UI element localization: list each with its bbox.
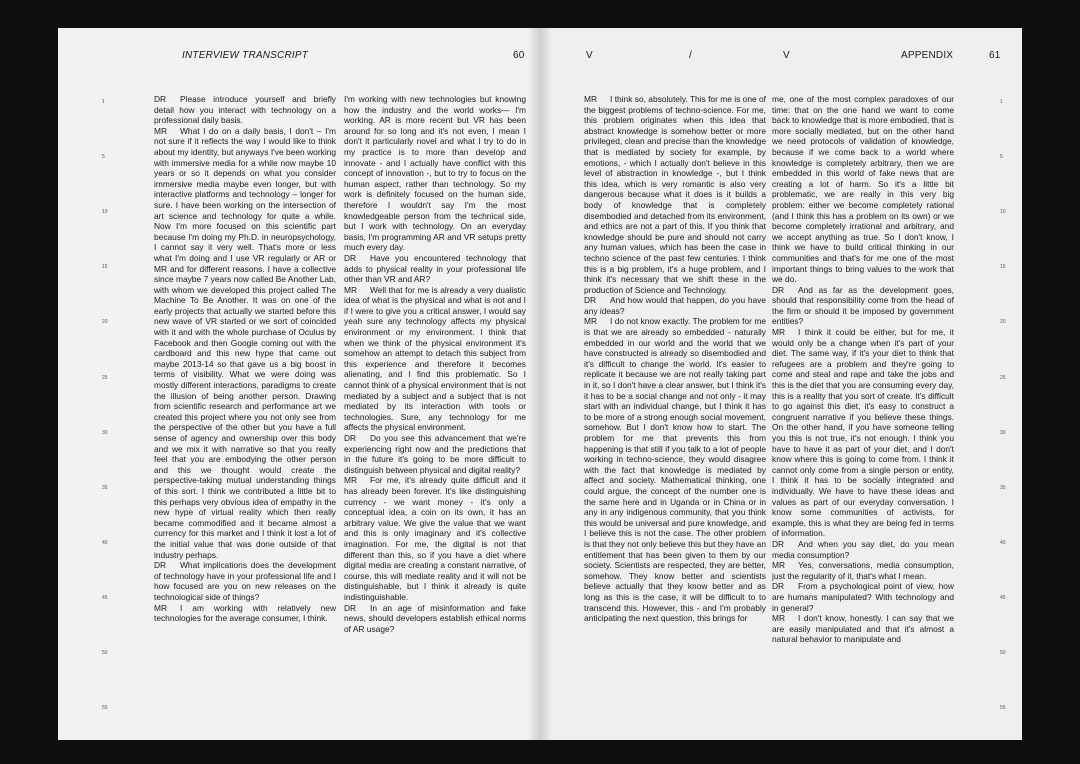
paragraph-text: Yes, conversations, media consumption, just the regularity of it, that's what I mean.: [772, 560, 954, 581]
speaker-label: DR: [772, 538, 785, 549]
transcript-paragraph: [344, 433, 526, 475]
speaker-label: MR: [154, 125, 168, 136]
paragraph-text: I don't know, honestly. I can say that we are easily manipulated and that it's almost a natural behavior to manipulate and: [772, 613, 954, 645]
right-line-number: 5: [1000, 154, 1003, 161]
speaker-label: DR: [154, 560, 167, 571]
paragraph-text: Have you encountered technology that adds to physical reality in your professional life other than VR and AR?: [344, 252, 526, 285]
speaker-label: MR: [772, 560, 786, 571]
left-line-number: 45: [102, 594, 108, 601]
transcript-paragraph: [154, 560, 336, 602]
paragraph-text: Well that for me is already a very dualistic idea of what is the physical and what is not and I if I were to give you a critical answer, I would say yeah sure any technology affects my physical environment or my environment. I think that when we think of the physical environment it's somehow an attempt to detach this subject from this experience and therefore it becomes alienating, and I find this problematic. So I cannot think of a physical environment that is not mediated by a subject and a subject that is not mediated by its interaction with tools or technologies. Sure, any technology for me affects the physical environment.: [344, 284, 526, 433]
transcript-paragraph: [344, 253, 526, 285]
speaker-label: MR: [154, 602, 168, 613]
right-line-number: 15: [1000, 264, 1006, 271]
transcript-paragraph: [154, 94, 336, 126]
transcript-paragraph: [344, 94, 526, 253]
left-page-number: 60: [513, 50, 525, 61]
speaker-label: MR: [584, 94, 598, 104]
transcript-paragraph: [772, 327, 954, 539]
right-line-number: 40: [1000, 539, 1006, 546]
right-line-number: 30: [1000, 429, 1006, 436]
left-header-title: INTERVIEW TRANSCRIPT: [182, 50, 309, 61]
right-page: [540, 28, 1022, 740]
transcript-paragraph: [344, 475, 526, 602]
transcript-paragraph: [772, 560, 954, 581]
speaker-label: DR: [772, 284, 785, 295]
paragraph-text: From a psychological point of view, how are humans manipulated? With technology and in general?: [772, 581, 954, 613]
transcript-paragraph: [344, 603, 526, 635]
paragraph-text: I am working with relatively new technologies for the average consumer, I think.: [154, 602, 336, 624]
transcript-paragraph: [772, 581, 954, 613]
paragraph-text: In an age of misinformation and fake news, should developers establish ethical norms of AR usage?: [344, 602, 526, 634]
left-line-number: 20: [102, 319, 108, 326]
paragraph-text: I think it could be either, but for me, it would only be a change when it's part of your diet. The same way, if it's your diet to think that refugees are a problem and they're going to come and steal and rape and take the jobs and this is the diet that you are consuming every day, this is a reality that you sort of create. It's difficult to go against this diet, it's easy to construct a congruent narrative if you believe these things. On the other hand, if you have someone telling you this is not true, it's not enough. I think you have to have it as part of your diet, and I don't know where this is going to come from. I think it cannot only come from a single person or entity, I think it has to be socially integrated and individually. We have to have these ideas and values as part of our everyday conversation. I know some communities of activists, for example, this is what they are being fed in terms of information.: [772, 327, 954, 539]
right-line-number: 55: [1000, 705, 1006, 712]
transcript-paragraph: [154, 603, 336, 624]
left-line-number: 35: [102, 484, 108, 491]
left-line-number: 50: [102, 650, 108, 656]
right-header-title: APPENDIX: [901, 50, 954, 61]
paragraph-text: And when you say diet, do you mean media consumption?: [772, 538, 954, 560]
right-header-slash: /: [689, 50, 692, 61]
left-line-number: 5: [102, 154, 105, 161]
right-column-2: [772, 94, 954, 645]
right-line-number: 1: [1000, 99, 1003, 105]
paragraph-text: I think so, absolutely. This for me is one of the biggest problems of techno-science. For me, this problem originates when this idea that abstract knowledge is somehow better or more privileged, clean and precise than the knowledge that is mediated by society for example, by emotions, - which I actually don't believe in this level of abstraction in knowledge -, but I think this idea, which is very romantic is also very dangerous because what it does is it builds a body of knowledge that is completely disembodied and detached from its environment, and ethics are not a part of this. If you think that knowledge should be pure and should not carry any human values, which has been the case in techno science of the past few centuries. I think this is a big problem, it's a huge problem, and I think it's necessary that we shift these in the production of Science and Technology.: [584, 94, 766, 295]
paragraph-text: Do you see this advancement that we're experiencing right now and the predictions that in the future it's going to be more difficult to distinguish between physical and digital reality?: [344, 433, 526, 475]
paragraph-text: I'm working with new technologies but knowing how the industry and the world works— I'm working. AR is more recent but VR has been around for so long and it's not even, I mean I don't it particularly novel and what I try to do in my practice is to more than develop and innovate - and I actually have conflict with this concept of innovation -, but to try to focus on the human aspect, rather than technology. So my work is definitely focused on the human side, therefore I wouldn't say I'm the most knowledgeable person from the technical side, but I work with technology. On an everyday basis, I'm programming AR and VR setups pretty much every day.: [344, 94, 526, 253]
left-column-2: [344, 94, 526, 634]
transcript-paragraph: [584, 295, 766, 316]
paragraph-text: For me, it's already quite difficult and it has already been forever. It's like distinguishing currency - we want money - it's only a conceptual idea, a coin on its own, it has an arbitrary value. We give the value that we want and this is only imaginary and it's collective imagination. For me, the digital is not that different than this, so if you have a diet where digital media are creating a constant narrative, of course, this will mediate reality and it will not be distinguishable, but I think it already is quite indistinguishable.: [344, 475, 526, 602]
speaker-label: MR: [344, 475, 358, 486]
paragraph-text: I do not know exactly. The problem for me is that we are already so embedded - naturally embedded in our world and the world that we have constructed is already so disembodied and it's difficult to change the world. It's easier to replicate it because we are not really taking part in it, so I don't have a clear answer, but I think it's it has to be a social change and not only - it may start with an individual change, but I think it has to be more of a strong enough social movement, somehow. But I don't know how to start. The problem for me that prevents this from happening is that still if you talk to a lot of people working in techno-science, they would disagree with the fact that knowledge is mediated by affect and society. Mathematical thinking, one could argue, the concept of the number one is the same here and in Uganda or in China or in any in any indigenous community, that you think this would be universal and pure knowledge, and I believe this is not the case. The other problem is that they not only believe this but they have an entitlement that has been given to them by our society. Scientists are respected, they are better, somehow. They know better and scientists believe actually that they know better and as long as this is the case, it will be difficult to to transcend this. However, this - and I'm probably anticipating the next question, this brings for: [584, 316, 766, 624]
paragraph-text: Please introduce yourself and briefly detail how you interact with technology on a professional daily basis.: [154, 94, 336, 126]
right-header-v-left: V: [586, 50, 593, 61]
right-line-number: 25: [1000, 374, 1006, 381]
right-page-number: 61: [989, 50, 1001, 61]
left-page: [58, 28, 540, 740]
paragraph-text: And as far as the development goes, should that responsibility come from the head of the firm or should it be imposed by government entities?: [772, 284, 954, 327]
speaker-label: MR: [772, 327, 786, 338]
speaker-label: MR: [344, 284, 358, 295]
speaker-label: DR: [584, 295, 597, 306]
right-line-number: 20: [1000, 319, 1006, 326]
paragraph-text: What I do on a daily basis, I don't – I'm not sure if it reflects the way I would like to think about my identity, but anyways I've been working with immersive media for a while now maybe 10 years or so it depends on what you consider immersive media maybe even longer, but with interactive platforms and technology – longer for sure. I have been working on the intersection of art science and technology for quite a while. Now I'm more focused on this scientific part because I'm doing my Ph.D. in neuropsychology, I cannot say it very well. That's more or less what I'm doing and I use VR regularly or AR or MR and for different reasons. I have a collective since maybe 7 years now called Be Another Lab, with whom we developed this project called The Machine To Be Another. It was on one of the early projects that actually we started before this new wave of VR started or we sort of coincided with it and with the whole purchase of Oculus by Facebook and then Google coming out with the cardboard and this new hype that came out maybe 2013-14 so that gave us a big boost in terms of visibility. What we were doing was mostly different interactions, paradigms to create the illusion of being another person. Drawing from scientific research and performance art we created this project where you not only see from the perspective of the other but you have a full sense of agency and ownership over this body and we mix it with narrative so that you really feel that you are embodying the other person and this we thought would create the perspective-taking mutual understanding things of this sort. I think we contributed a little bit to this perhaps very obvious idea of empathy in the new hype of virtual reality which then really became commodified and it became almost a currency for this market and I think it lost a lot of the initial value that was done outside of that industry perhaps.: [154, 125, 336, 560]
left-line-number: 15: [102, 264, 108, 271]
transcript-paragraph: [584, 94, 766, 295]
left-column-1: [154, 94, 336, 624]
right-header-v-mid: V: [783, 50, 790, 61]
right-line-number: 10: [1000, 209, 1006, 216]
left-line-number: 40: [102, 539, 108, 546]
speaker-label: MR: [772, 613, 786, 624]
speaker-label: DR: [772, 581, 785, 592]
left-line-number: 30: [102, 429, 108, 436]
left-line-number: 55: [102, 705, 108, 712]
transcript-paragraph: [344, 285, 526, 433]
left-line-number: 10: [102, 209, 108, 216]
transcript-paragraph: [772, 94, 954, 285]
transcript-paragraph: [772, 285, 954, 327]
speaker-label: DR: [344, 602, 357, 613]
left-line-number: 25: [102, 374, 108, 381]
transcript-paragraph: [584, 316, 766, 623]
speaker-label: DR: [344, 252, 357, 263]
right-line-number: 45: [1000, 594, 1006, 601]
transcript-paragraph: [154, 126, 336, 560]
paragraph-text: me, one of the most complex paradoxes of our time: that on the one hand we want to come back to knowledge that is more embodied, that is more socially mediated, but on the other hand we need protocols of validation of knowledge, because if we come back to a world where knowledge is completely arbitrary, then we are embedded in this world of fake news that are creating a lot of harm. So it's a little bit problematic, we are really in this very big problem: either we become completely rational (and I think this has a problem on its own) or we become completely irrational and arbitrary, and we accept anything as true. So I don't know, I think we have to build critical thinking in our communities and that's for me one of the most important things to bring values to the work that we do.: [772, 94, 954, 285]
transcript-paragraph: [772, 613, 954, 645]
speaker-label: DR: [344, 433, 357, 443]
speaker-label: DR: [154, 94, 167, 104]
transcript-paragraph: [772, 539, 954, 560]
paragraph-text: And how would that happen, do you have any ideas?: [584, 295, 766, 316]
paragraph-text: What implications does the development of technology have in your professional life and I how focused are you on new releases on the technological side of things?: [154, 560, 336, 602]
right-line-number: 50: [1000, 650, 1006, 656]
speaker-label: MR: [584, 316, 598, 327]
right-line-number: 35: [1000, 484, 1006, 491]
right-column-1: [584, 94, 766, 624]
left-line-number: 1: [102, 99, 105, 105]
